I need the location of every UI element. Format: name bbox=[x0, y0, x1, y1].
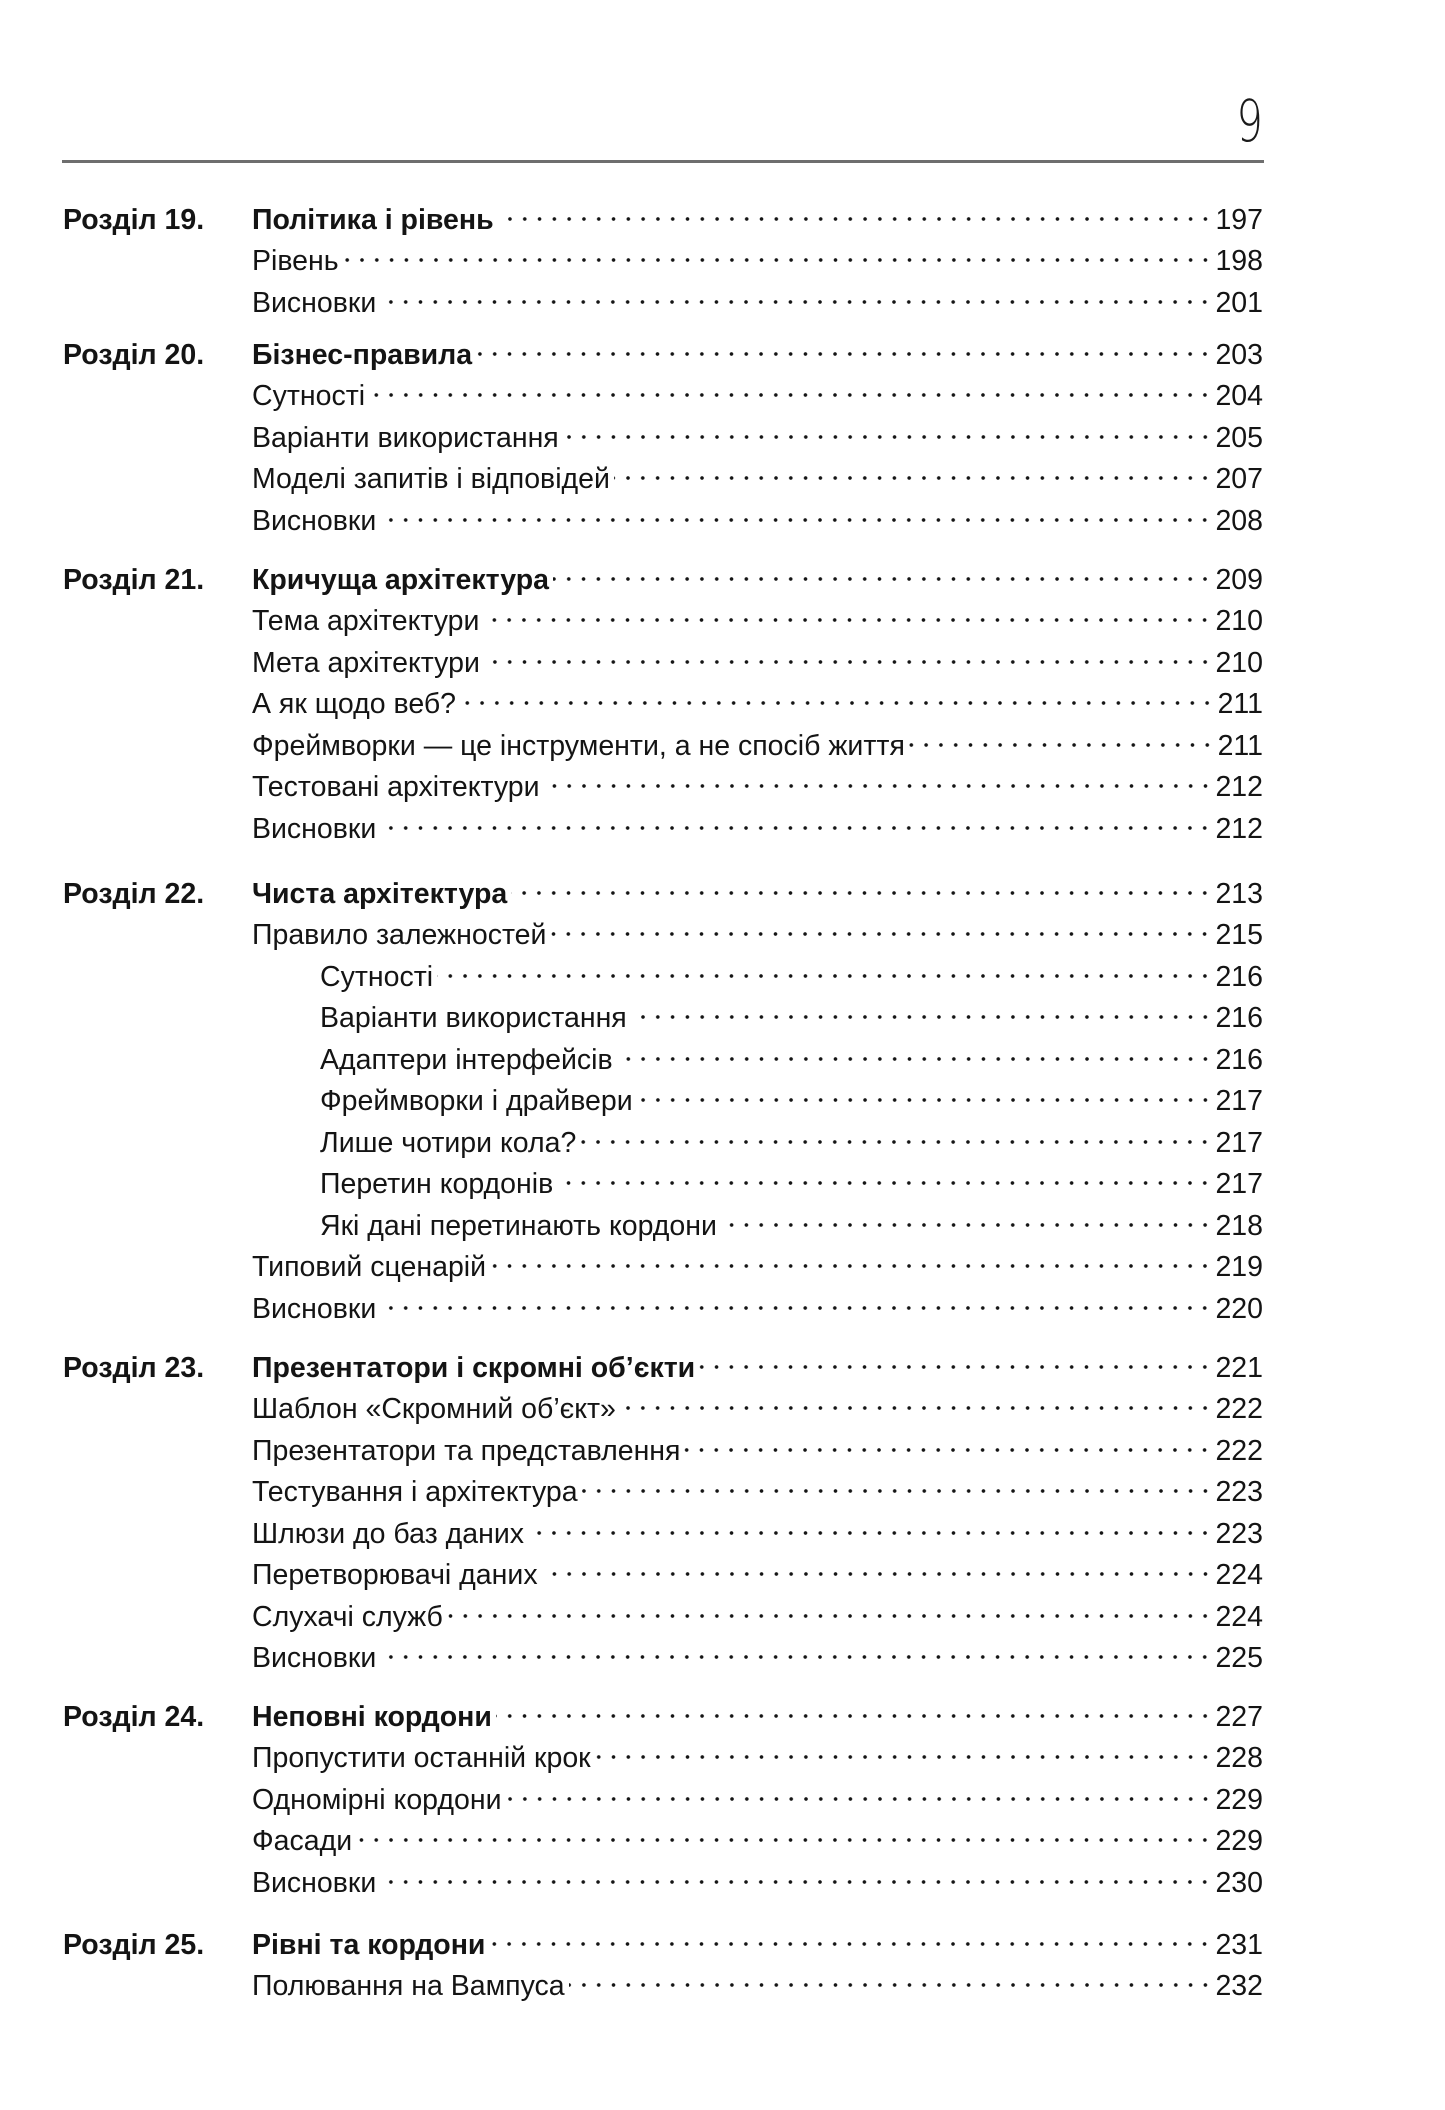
toc-section-row[interactable] bbox=[0, 603, 1445, 639]
toc-section-row[interactable] bbox=[0, 1599, 1445, 1635]
dot-leader bbox=[511, 867, 1212, 903]
subsection-title: Варіанти використання bbox=[320, 1002, 627, 1034]
chapter-label: Розділ 20. bbox=[63, 339, 205, 371]
chapter-label: Розділ 24. bbox=[63, 1701, 205, 1733]
toc-subsection-row[interactable] bbox=[0, 1000, 1445, 1036]
toc-section-row[interactable] bbox=[0, 1968, 1445, 2004]
page-ref: 212 bbox=[1215, 771, 1263, 803]
toc-section-row[interactable] bbox=[0, 285, 1445, 321]
toc-subsection-row[interactable] bbox=[0, 1125, 1445, 1161]
subsection-title: Фреймворки і драйвери bbox=[320, 1085, 633, 1117]
dot-leader bbox=[553, 553, 1212, 589]
page-ref: 221 bbox=[1215, 1352, 1263, 1384]
page-ref: 229 bbox=[1215, 1784, 1263, 1816]
section-title: Типовий сценарій bbox=[252, 1251, 487, 1283]
dot-leader bbox=[489, 1918, 1212, 1954]
dot-leader bbox=[544, 760, 1213, 796]
dot-leader bbox=[447, 1590, 1213, 1626]
dot-leader bbox=[380, 1282, 1212, 1318]
toc-section-row[interactable] bbox=[0, 1291, 1445, 1327]
page-ref: 201 bbox=[1215, 287, 1263, 319]
page-ref: 204 bbox=[1215, 380, 1263, 412]
dot-leader bbox=[699, 1341, 1212, 1377]
toc-section-row[interactable] bbox=[0, 503, 1445, 539]
toc-section-row[interactable] bbox=[0, 1391, 1445, 1427]
dot-leader bbox=[620, 1382, 1213, 1418]
page-ref: 208 bbox=[1215, 505, 1263, 537]
dot-leader bbox=[496, 1690, 1213, 1726]
toc-section-row[interactable] bbox=[0, 1865, 1445, 1901]
page-ref: 232 bbox=[1215, 1970, 1263, 2002]
chapter-label: Розділ 21. bbox=[63, 564, 205, 596]
toc-section-row[interactable] bbox=[0, 1516, 1445, 1552]
dot-leader bbox=[498, 193, 1213, 229]
toc-section-row[interactable] bbox=[0, 378, 1445, 414]
dot-leader bbox=[580, 1116, 1212, 1152]
section-title: Рівень bbox=[252, 245, 339, 277]
dot-leader bbox=[528, 1507, 1212, 1543]
chapter-title: Рівні та кордони bbox=[252, 1929, 486, 1961]
page-ref: 224 bbox=[1215, 1601, 1263, 1633]
dot-leader bbox=[582, 1465, 1213, 1501]
toc-subsection-row[interactable] bbox=[0, 1083, 1445, 1119]
page-ref: 220 bbox=[1215, 1293, 1263, 1325]
dot-leader bbox=[542, 1548, 1213, 1584]
dot-leader bbox=[595, 1731, 1213, 1767]
subsection-title: Перетин кордонів bbox=[320, 1168, 554, 1200]
section-title: Тестовані архітектури bbox=[252, 771, 540, 803]
dot-leader bbox=[380, 276, 1212, 312]
page-ref: 197 bbox=[1215, 204, 1263, 236]
dot-leader bbox=[380, 494, 1212, 530]
section-title: Висновки bbox=[252, 287, 377, 319]
toc-section-row[interactable] bbox=[0, 769, 1445, 805]
section-title: Висновки bbox=[252, 1642, 377, 1674]
page-ref: 231 bbox=[1215, 1929, 1263, 1961]
chapter-title: Політика і рівень bbox=[252, 204, 494, 236]
toc-section-row[interactable] bbox=[0, 1249, 1445, 1285]
subsection-title: Лише чотири кола? bbox=[320, 1127, 577, 1159]
page-number: 9 bbox=[1236, 87, 1263, 155]
chapter-label: Розділ 25. bbox=[63, 1929, 205, 1961]
toc-section-row[interactable] bbox=[0, 1740, 1445, 1776]
page-ref: 217 bbox=[1215, 1085, 1263, 1117]
page-ref: 223 bbox=[1215, 1476, 1263, 1508]
dot-leader bbox=[557, 1157, 1212, 1193]
toc-section-row[interactable] bbox=[0, 1433, 1445, 1469]
section-title: Полювання на Вампуса bbox=[252, 1970, 565, 2002]
section-title: Варіанти використання bbox=[252, 422, 559, 454]
toc-section-row[interactable] bbox=[0, 1823, 1445, 1859]
toc-section-row[interactable] bbox=[0, 728, 1445, 764]
page-ref: 227 bbox=[1215, 1701, 1263, 1733]
section-title: Пропустити останній крок bbox=[252, 1742, 591, 1774]
subsection-title: Які дані перетинають кордони bbox=[320, 1210, 717, 1242]
dot-leader bbox=[617, 1033, 1213, 1069]
dot-leader bbox=[369, 369, 1212, 405]
page-ref: 219 bbox=[1215, 1251, 1263, 1283]
page-ref: 217 bbox=[1215, 1168, 1263, 1200]
page-ref: 225 bbox=[1215, 1642, 1263, 1674]
toc-chapter-row[interactable] bbox=[0, 1350, 1445, 1386]
page-ref: 212 bbox=[1215, 813, 1263, 845]
toc-section-row[interactable] bbox=[0, 1474, 1445, 1510]
section-title: Висновки bbox=[252, 1867, 377, 1899]
page-ref: 209 bbox=[1215, 564, 1263, 596]
section-title: Висновки bbox=[252, 1293, 377, 1325]
dot-leader bbox=[637, 1074, 1213, 1110]
section-title: Презентатори та представлення bbox=[252, 1435, 681, 1467]
section-title: Фасади bbox=[252, 1825, 353, 1857]
dot-leader bbox=[483, 594, 1212, 630]
dot-leader bbox=[631, 991, 1213, 1027]
page-ref: 207 bbox=[1215, 463, 1263, 495]
page-ref: 230 bbox=[1215, 1867, 1263, 1899]
section-title: Тестування і архітектура bbox=[252, 1476, 578, 1508]
section-title: Шаблон «Скромний об’єкт» bbox=[252, 1393, 616, 1425]
toc-chapter-row[interactable] bbox=[0, 202, 1445, 238]
section-title: Слухачі служб bbox=[252, 1601, 443, 1633]
toc-section-row[interactable] bbox=[0, 243, 1445, 279]
section-title: Перетворювачі даних bbox=[252, 1559, 538, 1591]
chapter-label: Розділ 22. bbox=[63, 878, 205, 910]
page-ref: 216 bbox=[1215, 961, 1263, 993]
dot-leader bbox=[721, 1199, 1213, 1235]
dot-leader bbox=[356, 1814, 1212, 1850]
page-ref: 217 bbox=[1215, 1127, 1263, 1159]
page-ref: 211 bbox=[1217, 730, 1263, 762]
page-ref: 224 bbox=[1215, 1559, 1263, 1591]
section-title: Тема архітектури bbox=[252, 605, 480, 637]
dot-leader bbox=[563, 411, 1213, 447]
toc-section-row[interactable] bbox=[0, 645, 1445, 681]
dot-leader bbox=[380, 802, 1212, 838]
page-ref: 222 bbox=[1215, 1393, 1263, 1425]
page-ref: 228 bbox=[1215, 1742, 1263, 1774]
page-ref: 222 bbox=[1215, 1435, 1263, 1467]
dot-leader bbox=[380, 1856, 1212, 1892]
dot-leader bbox=[343, 234, 1213, 270]
dot-leader bbox=[484, 636, 1213, 672]
toc-section-row[interactable] bbox=[0, 811, 1445, 847]
page-ref: 210 bbox=[1215, 647, 1263, 679]
toc-section-row[interactable] bbox=[0, 1782, 1445, 1818]
section-title: Шлюзи до баз даних bbox=[252, 1518, 525, 1550]
page-ref: 205 bbox=[1215, 422, 1263, 454]
dot-leader bbox=[909, 719, 1215, 755]
dot-leader bbox=[490, 1240, 1212, 1276]
toc-section-row[interactable] bbox=[0, 461, 1445, 497]
toc-section-row[interactable] bbox=[0, 917, 1445, 953]
section-title: Мета архітектури bbox=[252, 647, 480, 679]
chapter-title: Презентатори і скромні об’єкти bbox=[252, 1352, 696, 1384]
toc-section-row[interactable] bbox=[0, 686, 1445, 722]
section-title: Сутності bbox=[252, 380, 366, 412]
toc-subsection-row[interactable] bbox=[0, 1042, 1445, 1078]
dot-leader bbox=[437, 950, 1212, 986]
page-ref: 215 bbox=[1215, 919, 1263, 951]
toc-chapter-row[interactable] bbox=[0, 1699, 1445, 1735]
toc-subsection-row[interactable] bbox=[0, 1166, 1445, 1202]
page-ref: 223 bbox=[1215, 1518, 1263, 1550]
toc-subsection-row[interactable] bbox=[0, 959, 1445, 995]
toc-subsection-row[interactable] bbox=[0, 1208, 1445, 1244]
section-title: Фреймворки — це інструменти, а не спосіб життя bbox=[252, 730, 905, 762]
dot-leader bbox=[550, 908, 1212, 944]
section-title: Правило залежностей bbox=[252, 919, 547, 951]
toc-chapter-row[interactable] bbox=[0, 562, 1445, 598]
chapter-label: Розділ 19. bbox=[63, 204, 205, 236]
section-title: Висновки bbox=[252, 505, 377, 537]
chapter-title: Чиста архітектура bbox=[252, 878, 508, 910]
chapter-title: Кричуща архітектура bbox=[252, 564, 550, 596]
dot-leader bbox=[506, 1773, 1213, 1809]
page-ref: 216 bbox=[1215, 1002, 1263, 1034]
toc-chapter-row[interactable] bbox=[0, 876, 1445, 912]
toc-section-row[interactable] bbox=[0, 420, 1445, 456]
page-ref: 229 bbox=[1215, 1825, 1263, 1857]
page-ref: 198 bbox=[1215, 245, 1263, 277]
section-title: Висновки bbox=[252, 813, 377, 845]
dot-leader bbox=[460, 677, 1215, 713]
toc-chapter-row[interactable] bbox=[0, 1927, 1445, 1963]
page-ref: 210 bbox=[1215, 605, 1263, 637]
page-ref: 211 bbox=[1217, 688, 1263, 720]
toc-section-row[interactable] bbox=[0, 1557, 1445, 1593]
chapter-title: Бізнес-правила bbox=[252, 339, 473, 371]
dot-leader bbox=[380, 1631, 1212, 1667]
dot-leader bbox=[684, 1424, 1212, 1460]
toc-chapter-row[interactable] bbox=[0, 337, 1445, 373]
page-ref: 218 bbox=[1215, 1210, 1263, 1242]
section-title: Моделі запитів і відповідей bbox=[252, 463, 610, 495]
dot-leader bbox=[569, 1959, 1213, 1995]
chapter-label: Розділ 23. bbox=[63, 1352, 205, 1384]
subsection-title: Адаптери інтерфейсів bbox=[320, 1044, 613, 1076]
page-ref: 213 bbox=[1215, 878, 1263, 910]
toc-section-row[interactable] bbox=[0, 1640, 1445, 1676]
section-title: Одномірні кордони bbox=[252, 1784, 502, 1816]
page-ref: 203 bbox=[1215, 339, 1263, 371]
page-ref: 216 bbox=[1215, 1044, 1263, 1076]
dot-leader bbox=[614, 452, 1213, 488]
dot-leader bbox=[476, 328, 1212, 364]
section-title: А як щодо веб? bbox=[252, 688, 457, 720]
subsection-title: Сутності bbox=[320, 961, 434, 993]
chapter-title: Неповні кордони bbox=[252, 1701, 492, 1733]
